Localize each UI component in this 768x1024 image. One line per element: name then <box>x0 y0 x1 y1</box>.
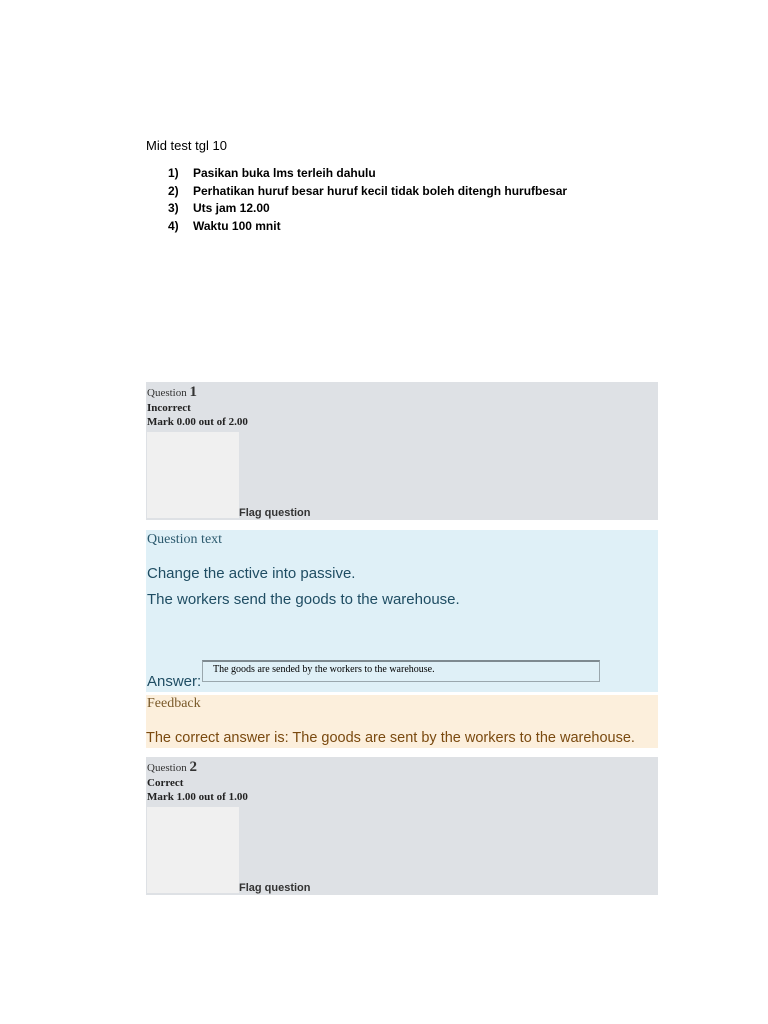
question-label: Question <box>147 762 187 774</box>
question-heading <box>146 382 658 401</box>
answer-field[interactable]: The goods are sended by the workers to the warehouse. <box>202 660 600 682</box>
question-mark: Mark 1.00 out of 1.00 <box>147 791 248 803</box>
instruction-text: Uts jam 12.00 <box>193 201 270 215</box>
instruction-number: 2) <box>168 183 179 198</box>
instruction-item <box>168 200 567 218</box>
flag-question-link[interactable]: Flag question <box>239 882 311 894</box>
instruction-text: Perhatikan huruf besar huruf kecil tidak boleh ditengh hurufbesar <box>193 183 568 198</box>
question-state: Correct <box>147 777 184 789</box>
question-heading <box>146 757 658 776</box>
flag-area <box>147 807 239 893</box>
question-text-block <box>146 530 658 692</box>
question-1-info <box>146 382 658 520</box>
question-text-label: Question text <box>147 532 223 547</box>
question-label: Question <box>147 387 187 399</box>
question-state: Incorrect <box>147 402 191 414</box>
instruction-text: Pasikan buka lms terleih dahulu <box>193 166 376 180</box>
feedback-text: The correct answer is: The goods are sent by the workers to the warehouse. <box>146 730 635 746</box>
question-sentence: The workers send the goods to the warehouse. <box>147 591 460 608</box>
question-2-info <box>146 757 658 895</box>
feedback-block <box>146 695 658 748</box>
question-instruction: Change the active into passive. <box>147 565 356 582</box>
flag-question-link[interactable]: Flag question <box>239 507 311 519</box>
instruction-item <box>168 165 567 183</box>
flag-area <box>147 432 239 518</box>
question-number: 1 <box>189 384 197 400</box>
question-number: 2 <box>189 759 197 775</box>
document-title: Mid test tgl 10 <box>146 138 227 153</box>
instruction-item <box>168 218 567 236</box>
instruction-number: 4) <box>168 218 179 233</box>
feedback-label: Feedback <box>147 696 201 711</box>
instruction-number: 1) <box>168 166 179 180</box>
instruction-list <box>168 165 567 235</box>
answer-label: Answer: <box>147 673 202 690</box>
instruction-text: Waktu 100 mnit <box>193 218 281 233</box>
question-mark: Mark 0.00 out of 2.00 <box>147 416 248 428</box>
instruction-number: 3) <box>168 201 179 215</box>
instruction-item <box>168 183 567 201</box>
